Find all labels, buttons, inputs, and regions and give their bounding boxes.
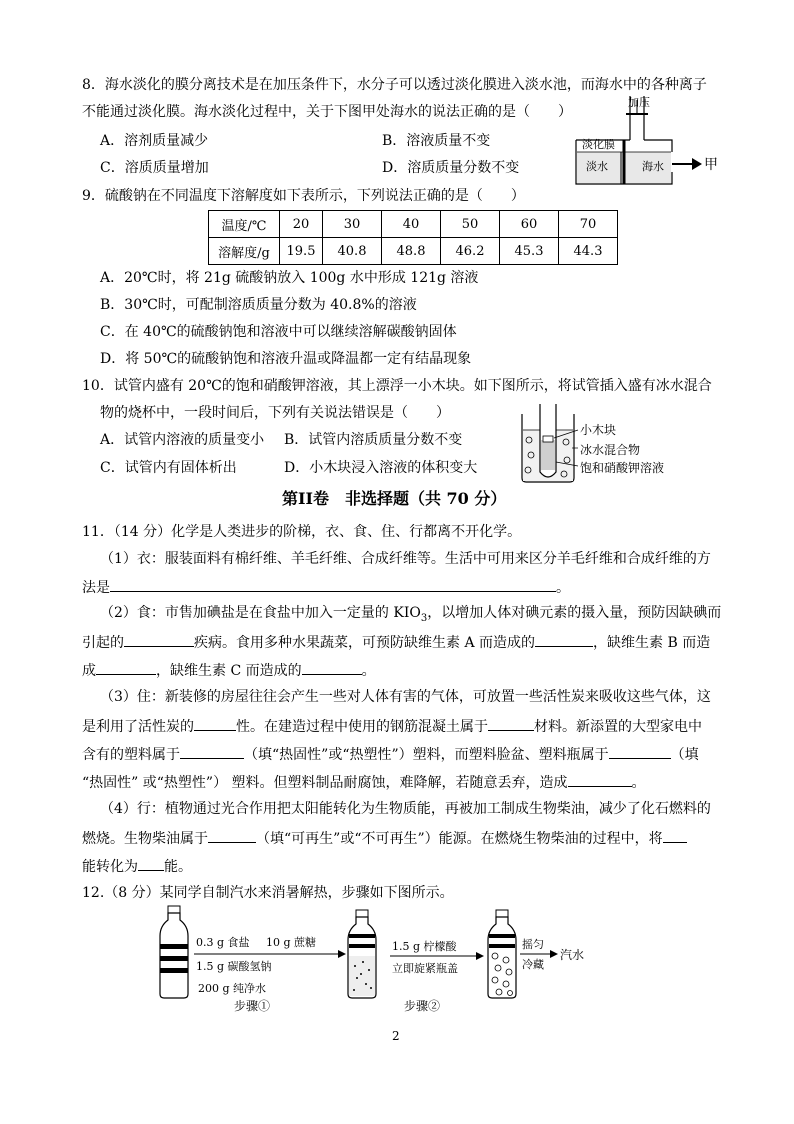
table-cell: 70: [559, 211, 618, 238]
step1-label: 步骤①: [234, 999, 271, 1013]
sugar-label: 10 g 蔗糖: [266, 936, 317, 949]
q11-p3-line3: 含有的塑料属于 （填“热固性”或“热塑性”）塑料，而塑料脸盆、塑料瓶属于 （填: [82, 743, 699, 765]
q10-stem-line1: 10．试管内盛有 20℃的饱和硝酸钾溶液，其上漂浮一小木块。如下图所示，将试管插入盛有冰水混合: [82, 378, 712, 394]
pure-water-label: 200 g 纯净水: [198, 982, 267, 995]
page-number: 2: [392, 1029, 400, 1043]
q8-option-b: B．溶液质量不变: [382, 133, 491, 149]
sea-water-label: 海水: [642, 160, 664, 173]
test-tube-figure: [512, 400, 682, 484]
cap-label: 立即旋紧瓶盖: [392, 962, 458, 975]
q11-p1-line2: 法是 。: [82, 576, 570, 598]
table-cell: 溶解度/g: [209, 238, 280, 265]
table-row: [209, 211, 618, 238]
answer-blank[interactable]: [535, 631, 593, 647]
q11-p4-line2: 燃烧。生物柴油属于 （填“可再生”或“不可再生”）能源。在燃烧生物柴油的过程中，将: [82, 827, 687, 849]
answer-blank[interactable]: [568, 771, 632, 787]
answer-blank[interactable]: [96, 659, 156, 675]
answer-blank[interactable]: [110, 576, 556, 592]
answer-blank[interactable]: [180, 743, 244, 759]
q12-head: 12.（8 分）某同学自制汽水来消暑解热，步骤如下图所示。: [82, 885, 454, 901]
q9-option-c: C．在 40℃的硫酸钠饱和溶液中可以继续溶解碳酸钠固体: [100, 324, 457, 340]
q8-option-c: C．溶质质量增加: [100, 160, 209, 176]
q8-option-a: A．溶剂质量减少: [100, 133, 209, 149]
answer-blank[interactable]: [138, 855, 164, 871]
soda-steps-figure: [158, 904, 618, 1016]
q11-head: 11．（14 分）化学是人类进步的阶梯，衣、食、住、行都离不开化学。: [82, 524, 522, 540]
q11-p2-line3: 成 ，缺维生素 C 而造成的 。: [82, 659, 376, 681]
table-cell: 60: [500, 211, 559, 238]
q8-stem-line2: 不能通过淡化膜。海水淡化过程中，关于下图甲处海水的说法正确的是（ ）: [82, 104, 572, 120]
q11-p3-line2: 是利用了活性炭的 性。在建造过程中使用的钢筋混凝土属于 材料。新添置的大型家电中: [82, 715, 702, 737]
q9-option-a: A．20℃时，将 21g 硫酸钠放入 100g 水中形成 121g 溶液: [100, 270, 479, 286]
q11-p2-line1: （2）食：市售加碘盐是在食盐中加入一定量的 $KIO_3$，以增加人体对碘元素的摄入量，预防因缺碘而: [100, 605, 722, 624]
q11-p3-line1: （3）住：新装修的房屋往往会产生一些对人体有害的气体，可放置一些活性炭来吸收这些气体，这: [100, 689, 711, 705]
kno3-solution-label: 饱和硝酸钾溶液: [580, 461, 665, 475]
shake-label: 摇匀: [522, 938, 544, 951]
q10-option-a: A．试管内溶液的质量变小: [100, 432, 265, 448]
answer-blank[interactable]: [208, 827, 256, 843]
q11-p4-line3: 能转化为 能。: [82, 855, 192, 877]
nahco3-label: 1.5 g 碳酸氢钠: [196, 960, 272, 973]
answer-blank[interactable]: [124, 631, 194, 647]
table-cell: 46.2: [441, 238, 500, 265]
bottle-3: [488, 910, 516, 998]
ice-water-label: 冰水混合物: [580, 443, 641, 457]
desalination-figure: [568, 92, 718, 192]
table-cell: 30: [323, 211, 382, 238]
table-cell: 温度/℃: [209, 211, 280, 238]
q8-stem-line1: 8．海水淡化的膜分离技术是在加压条件下，水分子可以透过淡化膜进入淡水池，而海水中的各种离子: [82, 77, 707, 93]
q9-option-d: D．将 50℃的硫酸钠饱和溶液升温或降温都一定有结晶现象: [100, 351, 472, 367]
salt-label: 0.3 g 食盐: [196, 936, 250, 949]
answer-blank[interactable]: [663, 827, 687, 843]
pressure-label: 加压: [628, 96, 650, 109]
answer-blank[interactable]: [609, 743, 671, 759]
fridge-label: 冷藏: [522, 958, 544, 971]
table-cell: 50: [441, 211, 500, 238]
q11-p4-line1: （4）行：植物通过光合作用把太阳能转化为生物质能，再被加工制成生物柴油，减少了化石燃料的: [100, 801, 711, 817]
table-cell: 40.8: [323, 238, 382, 265]
answer-blank[interactable]: [302, 659, 362, 675]
q11-p2-line2: 引起的 疾病。食用多种水果蔬菜，可预防缺维生素 A 而造成的 ，缺维生素 B 而造: [82, 631, 710, 653]
table-cell: 44.3: [559, 238, 618, 265]
section-title: 第II卷 非选择题（共 70 分）: [282, 489, 507, 508]
bottle-2: [348, 910, 376, 998]
q10-option-b: B．试管内溶质质量分数不变: [284, 432, 463, 448]
table-cell: 19.5: [280, 238, 323, 265]
table-cell: 48.8: [382, 238, 441, 265]
q10-stem-line2: 物的烧杯中，一段时间后，下列有关说法错误是（ ）: [100, 405, 450, 421]
table-cell: 20: [280, 211, 323, 238]
answer-blank[interactable]: [194, 715, 236, 731]
q10-option-d: D．小木块浸入溶液的体积变大: [284, 460, 478, 476]
step2-label: 步骤②: [404, 999, 441, 1013]
q9-option-b: B．30℃时，可配制溶质质量分数为 40.8%的溶液: [100, 297, 417, 313]
soda-label: 汽水: [560, 948, 585, 962]
bottle-1: [160, 906, 188, 998]
q11-p1-line1: （1）衣：服装面料有棉纤维、羊毛纤维、合成纤维等。生活中可用来区分羊毛纤维和合成纤维的方: [100, 551, 711, 567]
table-row: [209, 238, 618, 265]
table-cell: 45.3: [500, 238, 559, 265]
solubility-table: [208, 210, 618, 265]
jia-label: 甲: [704, 157, 718, 173]
table-cell: 40: [382, 211, 441, 238]
citric-acid-label: 1.5 g 柠檬酸: [392, 940, 457, 953]
q9-stem: 9．硫酸钠在不同温度下溶解度如下表所示，下列说法正确的是（ ）: [82, 188, 525, 204]
answer-blank[interactable]: [488, 715, 534, 731]
wood-label: 小木块: [580, 423, 617, 437]
fresh-water-label: 淡水: [586, 160, 608, 173]
q11-p3-line4: “热固性” 或“热塑性”） 塑料。但塑料制品耐腐蚀，难降解，若随意丢弃，造成 。: [82, 771, 646, 793]
q8-option-d: D．溶质质量分数不变: [382, 160, 520, 176]
q10-option-c: C．试管内有固体析出: [100, 460, 237, 476]
membrane-label: 淡化膜: [582, 138, 615, 151]
